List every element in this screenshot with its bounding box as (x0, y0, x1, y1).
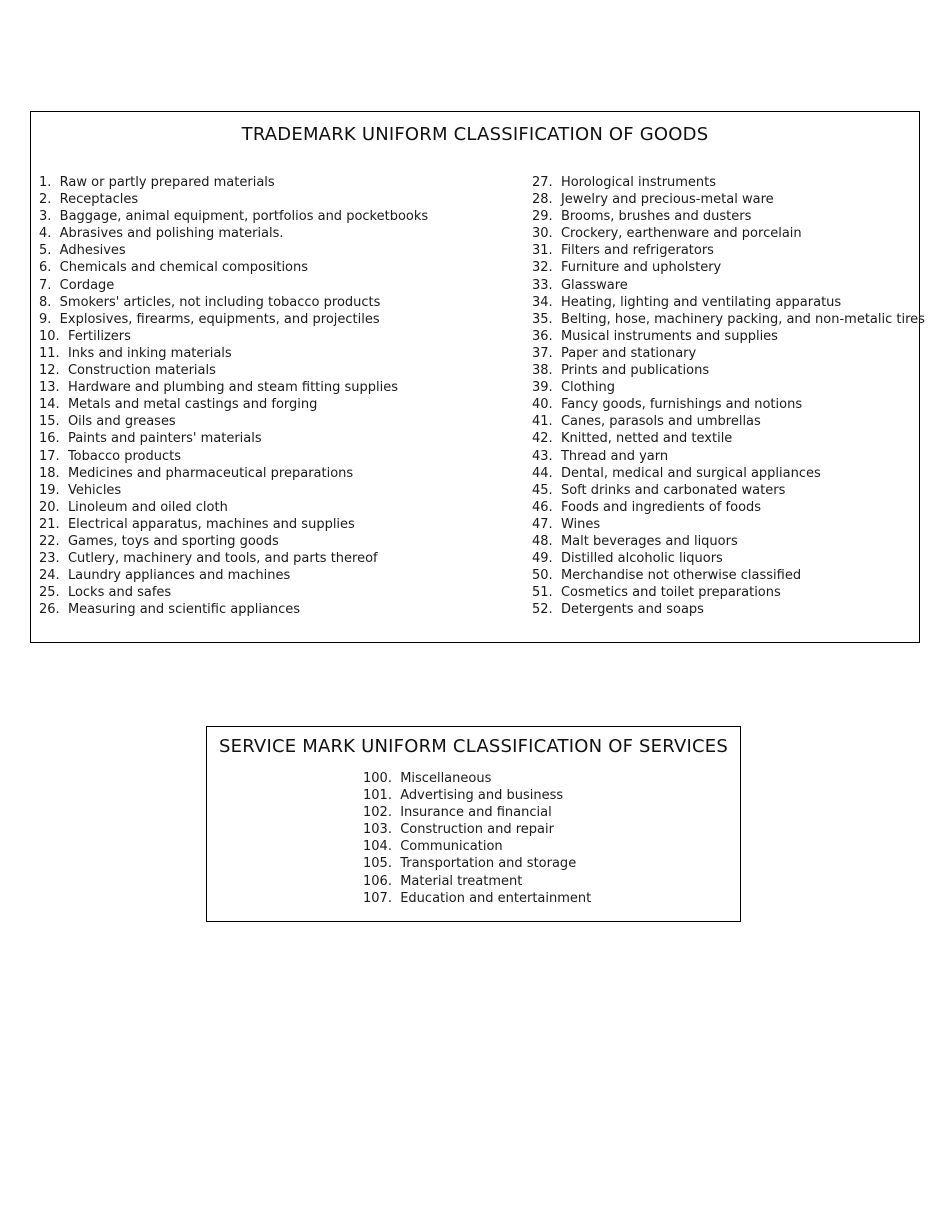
goods-list-item: 37. Paper and stationary (532, 345, 697, 361)
goods-list-item: 13. Hardware and plumbing and steam fitting supplies (39, 380, 399, 396)
services-list-item: 102. Insurance and financial (363, 805, 552, 821)
goods-list-item: 29. Brooms, brushes and dusters (532, 209, 752, 225)
services-list-item: 101. Advertising and business (363, 788, 564, 804)
goods-list-left (39, 174, 428, 618)
goods-list-item: 46. Foods and ingredients of foods (532, 499, 762, 515)
goods-list-item: 5. Adhesives (39, 243, 126, 259)
goods-list-item: 27. Horological instruments (532, 175, 717, 190)
goods-list-item: 16. Paints and painters' materials (39, 431, 262, 447)
goods-list-item: 21. Electrical apparatus, machines and supplies (39, 516, 355, 532)
goods-list-item: 24. Laundry appliances and machines (39, 568, 291, 584)
goods-title: TRADEMARK UNIFORM CLASSIFICATION OF GOODS (241, 124, 709, 145)
goods-list-item: 12. Construction materials (39, 363, 216, 379)
goods-list-item: 48. Malt beverages and liquors (532, 533, 738, 549)
goods-list-item: 43. Thread and yarn (532, 448, 669, 464)
goods-list-item: 1. Raw or partly prepared materials (39, 175, 275, 190)
services-list-item: 103. Construction and repair (363, 822, 554, 838)
goods-list-item: 52. Detergents and soaps (532, 602, 704, 618)
services-title: SERVICE MARK UNIFORM CLASSIFICATION OF SERVICES (219, 736, 728, 757)
goods-classification-box (30, 111, 925, 643)
goods-list-item: 41. Canes, parasols and umbrellas (532, 414, 761, 430)
goods-list-item: 25. Locks and safes (39, 585, 172, 601)
services-classification-box (206, 726, 741, 922)
services-list (363, 770, 591, 907)
services-list-item: 105. Transportation and storage (363, 856, 577, 872)
goods-list-item: 9. Explosives, firearms, equipments, and projectiles (39, 311, 380, 327)
goods-list-item: 34. Heating, lighting and ventilating apparatus (532, 294, 842, 310)
services-list-item: 100. Miscellaneous (363, 771, 492, 786)
goods-list-item: 15. Oils and greases (39, 414, 176, 430)
goods-list-item: 39. Clothing (532, 380, 616, 396)
goods-list-item: 19. Vehicles (39, 482, 122, 498)
goods-list-item: 11. Inks and inking materials (39, 345, 232, 361)
goods-list-item: 3. Baggage, animal equipment, portfolios and pocketbooks (39, 209, 429, 225)
goods-list-item: 23. Cutlery, machinery and tools, and parts thereof (39, 551, 378, 567)
goods-list-item: 26. Measuring and scientific appliances (39, 602, 301, 618)
goods-list-item: 7. Cordage (39, 277, 115, 293)
goods-list-item: 33. Glassware (532, 277, 628, 293)
goods-list-item: 45. Soft drinks and carbonated waters (532, 482, 786, 498)
goods-list-item: 6. Chemicals and chemical compositions (39, 260, 309, 276)
goods-list-item: 32. Furniture and upholstery (532, 260, 722, 276)
goods-list-item: 51. Cosmetics and toilet preparations (532, 585, 781, 601)
services-list-item: 107. Education and entertainment (363, 890, 592, 906)
goods-list-item: 17. Tobacco products (39, 448, 181, 464)
goods-list-item: 4. Abrasives and polishing materials. (39, 226, 284, 242)
goods-list-item: 47. Wines (532, 516, 601, 532)
services-list-item: 106. Material treatment (363, 873, 523, 889)
goods-list-item: 28. Jewelry and precious-metal ware (532, 192, 774, 208)
goods-list-item: 30. Crockery, earthenware and porcelain (532, 226, 802, 242)
goods-list-item: 14. Metals and metal castings and forging (39, 397, 318, 413)
services-list-item: 104. Communication (363, 839, 503, 855)
goods-list-item: 2. Receptacles (39, 192, 139, 208)
goods-list-item: 22. Games, toys and sporting goods (39, 533, 279, 549)
goods-list-item: 38. Prints and publications (532, 363, 710, 379)
goods-list-item: 10. Fertilizers (39, 328, 131, 344)
goods-list-item: 8. Smokers' articles, not including tobacco products (39, 294, 381, 310)
goods-list-right (532, 174, 925, 618)
goods-list-item: 42. Knitted, netted and textile (532, 431, 733, 447)
goods-list-item: 40. Fancy goods, furnishings and notions (532, 397, 803, 413)
goods-list-item: 36. Musical instruments and supplies (532, 328, 778, 344)
goods-list-item: 20. Linoleum and oiled cloth (39, 499, 228, 515)
goods-list-item: 18. Medicines and pharmaceutical preparations (39, 465, 354, 481)
goods-list-item: 31. Filters and refrigerators (532, 243, 714, 259)
goods-list-item: 44. Dental, medical and surgical appliances (532, 465, 821, 481)
goods-list-item: 49. Distilled alcoholic liquors (532, 551, 723, 567)
goods-list-item: 50. Merchandise not otherwise classified (532, 568, 802, 584)
goods-list-item: 35. Belting, hose, machinery packing, and non-metalic tires (532, 311, 925, 327)
